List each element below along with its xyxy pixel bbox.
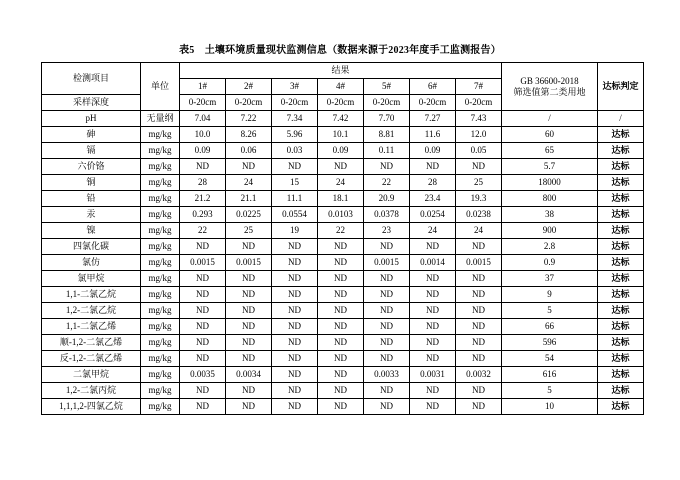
judgement-cell: 达标 — [598, 399, 644, 415]
sample-id-cell: 1# — [180, 79, 226, 95]
value-cell: ND — [456, 319, 502, 335]
value-cell: ND — [180, 351, 226, 367]
value-cell: ND — [456, 383, 502, 399]
standard-cell: 800 — [502, 191, 598, 207]
item-cell: 铜 — [42, 175, 141, 191]
value-cell: ND — [226, 271, 272, 287]
value-cell: ND — [318, 255, 364, 271]
item-cell: 1,2-二氯乙烷 — [42, 303, 141, 319]
value-cell: ND — [410, 319, 456, 335]
value-cell: 7.34 — [272, 111, 318, 127]
value-cell: 0.0033 — [364, 367, 410, 383]
item-cell: 二氯甲烷 — [42, 367, 141, 383]
value-cell: ND — [410, 239, 456, 255]
depth-cell: 0-20cm — [318, 95, 364, 111]
value-cell: 0.0034 — [226, 367, 272, 383]
unit-cell: mg/kg — [141, 271, 180, 287]
value-cell: ND — [410, 159, 456, 175]
unit-cell: mg/kg — [141, 191, 180, 207]
value-cell: 0.06 — [226, 143, 272, 159]
value-cell: ND — [410, 399, 456, 415]
unit-cell: mg/kg — [141, 319, 180, 335]
value-cell: ND — [318, 399, 364, 415]
judgement-cell: 达标 — [598, 319, 644, 335]
value-cell: 0.0238 — [456, 207, 502, 223]
value-cell: ND — [318, 351, 364, 367]
value-cell: ND — [456, 351, 502, 367]
value-cell: 0.0103 — [318, 207, 364, 223]
value-cell: 24 — [226, 175, 272, 191]
table-row — [42, 287, 644, 303]
value-cell: 0.293 — [180, 207, 226, 223]
standard-label-line1: GB 36600-2018 — [520, 76, 579, 87]
value-cell: ND — [226, 239, 272, 255]
value-cell: 21.1 — [226, 191, 272, 207]
value-cell: ND — [364, 303, 410, 319]
value-cell: 0.05 — [456, 143, 502, 159]
sample-id-cell: 5# — [364, 79, 410, 95]
value-cell: ND — [456, 159, 502, 175]
depth-cell: 0-20cm — [272, 95, 318, 111]
value-cell: ND — [364, 383, 410, 399]
value-cell: ND — [364, 239, 410, 255]
value-cell: ND — [318, 287, 364, 303]
value-cell: ND — [272, 159, 318, 175]
value-cell: 22 — [180, 223, 226, 239]
unit-cell: mg/kg — [141, 127, 180, 143]
unit-cell: mg/kg — [141, 239, 180, 255]
value-cell: ND — [226, 351, 272, 367]
header-result-label: 结果 — [180, 63, 502, 79]
value-cell: ND — [180, 303, 226, 319]
value-cell: 21.2 — [180, 191, 226, 207]
item-cell: 四氯化碳 — [42, 239, 141, 255]
value-cell: 10.1 — [318, 127, 364, 143]
value-cell: 19 — [272, 223, 318, 239]
table-body — [42, 111, 644, 415]
value-cell: 24 — [318, 175, 364, 191]
value-cell: 22 — [318, 223, 364, 239]
unit-cell: mg/kg — [141, 287, 180, 303]
standard-cell: 5 — [502, 303, 598, 319]
value-cell: ND — [226, 159, 272, 175]
value-cell: ND — [226, 399, 272, 415]
item-cell: 汞 — [42, 207, 141, 223]
item-cell: 六价铬 — [42, 159, 141, 175]
value-cell: ND — [456, 239, 502, 255]
judgement-cell: 达标 — [598, 239, 644, 255]
value-cell: 22 — [364, 175, 410, 191]
header-row-1 — [42, 63, 644, 79]
value-cell: ND — [272, 383, 318, 399]
standard-cell: 5.7 — [502, 159, 598, 175]
standard-cell: 2.8 — [502, 239, 598, 255]
value-cell: 28 — [180, 175, 226, 191]
judgement-cell: / — [598, 111, 644, 127]
value-cell: 11.1 — [272, 191, 318, 207]
item-cell: 氯仿 — [42, 255, 141, 271]
judgement-cell: 达标 — [598, 255, 644, 271]
value-cell: ND — [364, 335, 410, 351]
value-cell: ND — [410, 351, 456, 367]
value-cell: ND — [272, 303, 318, 319]
table-row — [42, 175, 644, 191]
value-cell: 7.22 — [226, 111, 272, 127]
value-cell: 10.0 — [180, 127, 226, 143]
table-row — [42, 127, 644, 143]
unit-cell: mg/kg — [141, 175, 180, 191]
value-cell: 0.0035 — [180, 367, 226, 383]
value-cell: ND — [226, 303, 272, 319]
value-cell: 25 — [226, 223, 272, 239]
sample-id-cell: 6# — [410, 79, 456, 95]
judgement-cell: 达标 — [598, 351, 644, 367]
table-row — [42, 399, 644, 415]
standard-cell: 38 — [502, 207, 598, 223]
value-cell: 0.03 — [272, 143, 318, 159]
table-row — [42, 367, 644, 383]
unit-cell: mg/kg — [141, 335, 180, 351]
value-cell: 8.26 — [226, 127, 272, 143]
standard-cell: 65 — [502, 143, 598, 159]
value-cell: ND — [272, 239, 318, 255]
value-cell: 0.11 — [364, 143, 410, 159]
value-cell: ND — [364, 351, 410, 367]
value-cell: ND — [318, 367, 364, 383]
unit-cell: mg/kg — [141, 351, 180, 367]
sample-id-cell: 3# — [272, 79, 318, 95]
item-cell: 顺-1,2-二氯乙烯 — [42, 335, 141, 351]
value-cell: 24 — [410, 223, 456, 239]
value-cell: ND — [410, 383, 456, 399]
value-cell: ND — [180, 383, 226, 399]
value-cell: ND — [410, 303, 456, 319]
value-cell: ND — [456, 271, 502, 287]
value-cell: ND — [364, 271, 410, 287]
judgement-cell: 达标 — [598, 127, 644, 143]
item-cell: 镍 — [42, 223, 141, 239]
value-cell: ND — [180, 271, 226, 287]
table-row — [42, 335, 644, 351]
table-row — [42, 111, 644, 127]
value-cell: 0.0015 — [456, 255, 502, 271]
table-row — [42, 351, 644, 367]
value-cell: ND — [226, 383, 272, 399]
table-row — [42, 207, 644, 223]
value-cell: 0.09 — [318, 143, 364, 159]
table-row — [42, 239, 644, 255]
item-cell: 1,1-二氯乙烯 — [42, 319, 141, 335]
value-cell: 11.6 — [410, 127, 456, 143]
value-cell: ND — [272, 319, 318, 335]
value-cell: ND — [410, 287, 456, 303]
value-cell: 23.4 — [410, 191, 456, 207]
table-header — [42, 63, 644, 111]
value-cell: ND — [456, 335, 502, 351]
value-cell: ND — [410, 271, 456, 287]
value-cell: 24 — [456, 223, 502, 239]
table-row — [42, 271, 644, 287]
value-cell: 7.42 — [318, 111, 364, 127]
value-cell: ND — [272, 399, 318, 415]
header-depth-label: 采样深度 — [42, 95, 141, 111]
value-cell: ND — [272, 271, 318, 287]
depth-cell: 0-20cm — [456, 95, 502, 111]
item-cell: 1,1-二氯乙烷 — [42, 287, 141, 303]
standard-cell: / — [502, 111, 598, 127]
standard-cell: 37 — [502, 271, 598, 287]
value-cell: 18.1 — [318, 191, 364, 207]
value-cell: ND — [364, 399, 410, 415]
depth-cell: 0-20cm — [180, 95, 226, 111]
value-cell: 8.81 — [364, 127, 410, 143]
standard-cell: 10 — [502, 399, 598, 415]
item-cell: 铅 — [42, 191, 141, 207]
depth-cell: 0-20cm — [226, 95, 272, 111]
standard-cell: 66 — [502, 319, 598, 335]
standard-cell: 18000 — [502, 175, 598, 191]
judgement-cell: 达标 — [598, 191, 644, 207]
value-cell: 0.0014 — [410, 255, 456, 271]
value-cell: ND — [180, 287, 226, 303]
value-cell: 0.0015 — [226, 255, 272, 271]
standard-cell: 60 — [502, 127, 598, 143]
sample-id-cell: 7# — [456, 79, 502, 95]
table-row — [42, 319, 644, 335]
value-cell: 23 — [364, 223, 410, 239]
value-cell: ND — [180, 159, 226, 175]
value-cell: 7.70 — [364, 111, 410, 127]
header-item-label: 检测项目 — [42, 63, 141, 95]
unit-cell: mg/kg — [141, 223, 180, 239]
judgement-cell: 达标 — [598, 223, 644, 239]
value-cell: ND — [318, 319, 364, 335]
value-cell: ND — [180, 319, 226, 335]
item-cell: 砷 — [42, 127, 141, 143]
value-cell: ND — [364, 319, 410, 335]
judgement-cell: 达标 — [598, 287, 644, 303]
value-cell: 0.0015 — [364, 255, 410, 271]
value-cell: 0.0032 — [456, 367, 502, 383]
value-cell: ND — [272, 287, 318, 303]
value-cell: ND — [226, 287, 272, 303]
value-cell: 7.04 — [180, 111, 226, 127]
judgement-cell: 达标 — [598, 335, 644, 351]
value-cell: ND — [456, 399, 502, 415]
value-cell: 0.0378 — [364, 207, 410, 223]
judgement-cell: 达标 — [598, 367, 644, 383]
value-cell: 28 — [410, 175, 456, 191]
value-cell: ND — [456, 287, 502, 303]
value-cell: 15 — [272, 175, 318, 191]
value-cell: ND — [272, 335, 318, 351]
value-cell: ND — [364, 287, 410, 303]
table-row — [42, 143, 644, 159]
standard-cell: 5 — [502, 383, 598, 399]
table-row — [42, 303, 644, 319]
value-cell: 7.43 — [456, 111, 502, 127]
judgement-cell: 达标 — [598, 303, 644, 319]
table-row — [42, 383, 644, 399]
value-cell: ND — [364, 159, 410, 175]
value-cell: 7.27 — [410, 111, 456, 127]
depth-cell: 0-20cm — [410, 95, 456, 111]
value-cell: 0.0015 — [180, 255, 226, 271]
standard-cell: 900 — [502, 223, 598, 239]
standard-label-line2: 筛选值第二类用地 — [513, 86, 586, 97]
judgement-cell: 达标 — [598, 207, 644, 223]
value-cell: ND — [180, 239, 226, 255]
value-cell: 5.96 — [272, 127, 318, 143]
unit-cell: 无量纲 — [141, 111, 180, 127]
unit-cell: mg/kg — [141, 303, 180, 319]
value-cell: ND — [180, 399, 226, 415]
item-cell: 1,2-二氯丙烷 — [42, 383, 141, 399]
soil-monitoring-table — [41, 62, 644, 415]
value-cell: 0.0031 — [410, 367, 456, 383]
table-row — [42, 159, 644, 175]
value-cell: 25 — [456, 175, 502, 191]
value-cell: ND — [456, 303, 502, 319]
value-cell: ND — [272, 351, 318, 367]
unit-cell: mg/kg — [141, 383, 180, 399]
header-standard-label — [502, 63, 598, 111]
value-cell: ND — [272, 367, 318, 383]
unit-cell: mg/kg — [141, 367, 180, 383]
header-unit-label: 单位 — [141, 63, 180, 111]
depth-cell: 0-20cm — [364, 95, 410, 111]
value-cell: 19.3 — [456, 191, 502, 207]
value-cell: 20.9 — [364, 191, 410, 207]
value-cell: ND — [318, 335, 364, 351]
standard-cell: 596 — [502, 335, 598, 351]
unit-cell: mg/kg — [141, 255, 180, 271]
value-cell: 0.0254 — [410, 207, 456, 223]
judgement-cell: 达标 — [598, 271, 644, 287]
table-row — [42, 191, 644, 207]
judgement-cell: 达标 — [598, 175, 644, 191]
sample-id-cell: 2# — [226, 79, 272, 95]
standard-cell: 616 — [502, 367, 598, 383]
value-cell: 0.09 — [410, 143, 456, 159]
value-cell: ND — [226, 335, 272, 351]
unit-cell: mg/kg — [141, 399, 180, 415]
standard-cell: 0.9 — [502, 255, 598, 271]
value-cell: ND — [318, 303, 364, 319]
header-judgement-label: 达标判定 — [598, 63, 644, 111]
value-cell: ND — [318, 383, 364, 399]
judgement-cell: 达标 — [598, 143, 644, 159]
value-cell: 0.0554 — [272, 207, 318, 223]
item-cell: 氯甲烷 — [42, 271, 141, 287]
item-cell: 反-1,2-二氯乙烯 — [42, 351, 141, 367]
value-cell: ND — [226, 319, 272, 335]
item-cell: 镉 — [42, 143, 141, 159]
value-cell: ND — [272, 255, 318, 271]
value-cell: ND — [318, 159, 364, 175]
sample-id-cell: 4# — [318, 79, 364, 95]
value-cell: ND — [318, 271, 364, 287]
value-cell: ND — [410, 335, 456, 351]
value-cell: 0.09 — [180, 143, 226, 159]
item-cell: pH — [42, 111, 141, 127]
judgement-cell: 达标 — [598, 159, 644, 175]
value-cell: 12.0 — [456, 127, 502, 143]
item-cell: 1,1,1,2-四氯乙烷 — [42, 399, 141, 415]
table-row — [42, 223, 644, 239]
standard-cell: 54 — [502, 351, 598, 367]
unit-cell: mg/kg — [141, 159, 180, 175]
unit-cell: mg/kg — [141, 143, 180, 159]
table-caption: 表5 土壤环境质量现状监测信息（数据来源于2023年度手工监测报告） — [179, 45, 501, 56]
value-cell: ND — [180, 335, 226, 351]
value-cell: ND — [318, 239, 364, 255]
table-row — [42, 255, 644, 271]
judgement-cell: 达标 — [598, 383, 644, 399]
value-cell: 0.0225 — [226, 207, 272, 223]
standard-cell: 9 — [502, 287, 598, 303]
unit-cell: mg/kg — [141, 207, 180, 223]
